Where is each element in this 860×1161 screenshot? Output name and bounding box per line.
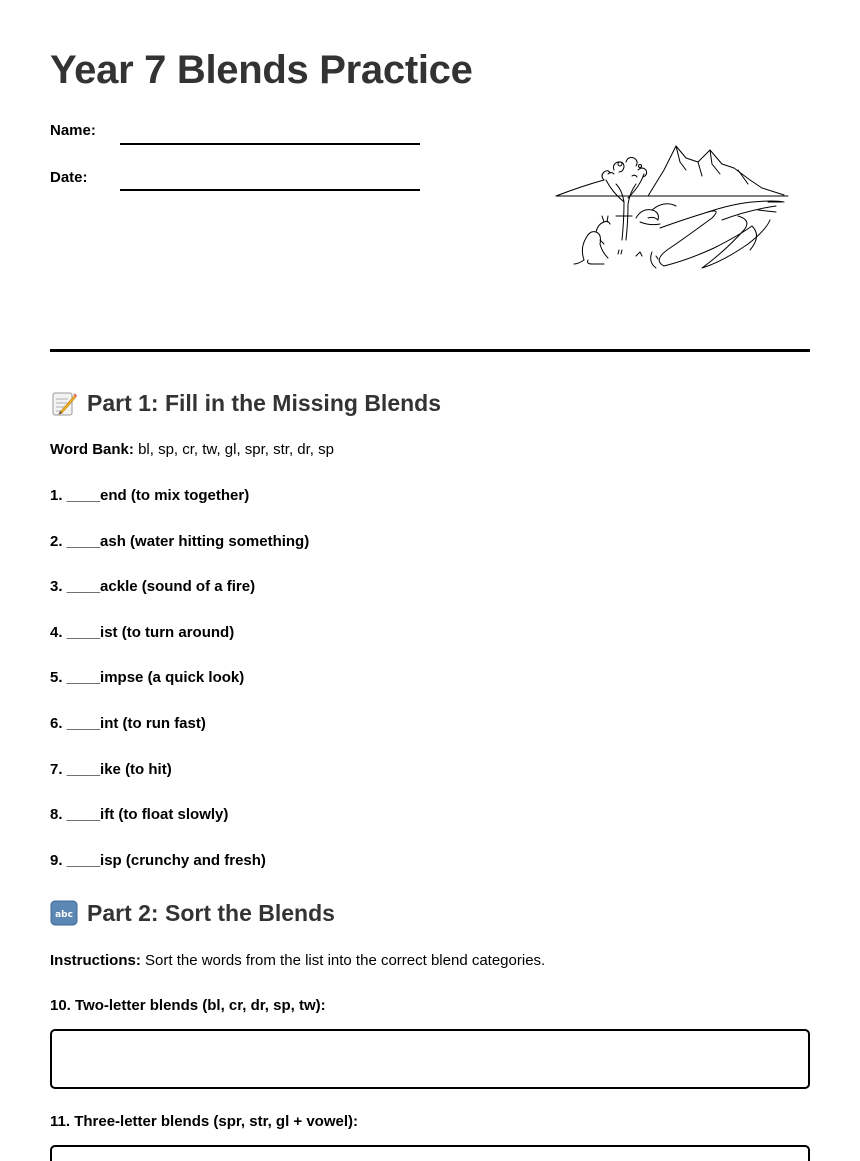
name-label: Name:	[50, 122, 96, 139]
question-6: 6. ____int (to run fast)	[50, 715, 206, 732]
instructions-text: Sort the words from the list into the correct blend categories.	[145, 952, 546, 969]
question-4: 4. ____ist (to turn around)	[50, 624, 235, 641]
date-line	[120, 189, 420, 191]
abc-icon	[50, 899, 78, 927]
question-10: 10. Two-letter blends (bl, cr, dr, sp, tw):	[50, 997, 326, 1014]
name-line	[120, 143, 420, 145]
question-1: 1. ____end (to mix together)	[50, 487, 250, 504]
svg-text:abc: abc	[55, 910, 73, 920]
part2-heading	[50, 899, 335, 927]
memo-icon	[50, 389, 78, 417]
word-bank	[50, 441, 334, 458]
question-7: 7. ____ike (to hit)	[50, 761, 172, 778]
page-title: Year 7 Blends Practice	[50, 48, 473, 92]
instructions-label: Instructions:	[50, 952, 141, 969]
instructions	[50, 952, 545, 969]
section-divider	[50, 349, 810, 352]
part2-heading-text: Part 2: Sort the Blends	[87, 899, 335, 926]
part1-heading-text: Part 1: Fill in the Missing Blends	[87, 389, 441, 416]
word-bank-words: bl, sp, cr, tw, gl, spr, str, dr, sp	[138, 441, 334, 458]
landscape-illustration-icon	[552, 140, 792, 275]
question-9: 9. ____isp (crunchy and fresh)	[50, 852, 266, 869]
question-5: 5. ____impse (a quick look)	[50, 669, 245, 686]
date-label: Date:	[50, 169, 88, 186]
word-bank-label: Word Bank:	[50, 441, 134, 458]
question-8: 8. ____ift (to float slowly)	[50, 806, 229, 823]
answer-box-10[interactable]	[50, 1029, 810, 1089]
question-3: 3. ____ackle (sound of a fire)	[50, 578, 256, 595]
part1-heading	[50, 389, 441, 417]
question-11: 11. Three-letter blends (spr, str, gl + vowel):	[50, 1113, 359, 1130]
answer-box-11[interactable]	[50, 1145, 810, 1161]
question-2: 2. ____ash (water hitting something)	[50, 533, 310, 550]
